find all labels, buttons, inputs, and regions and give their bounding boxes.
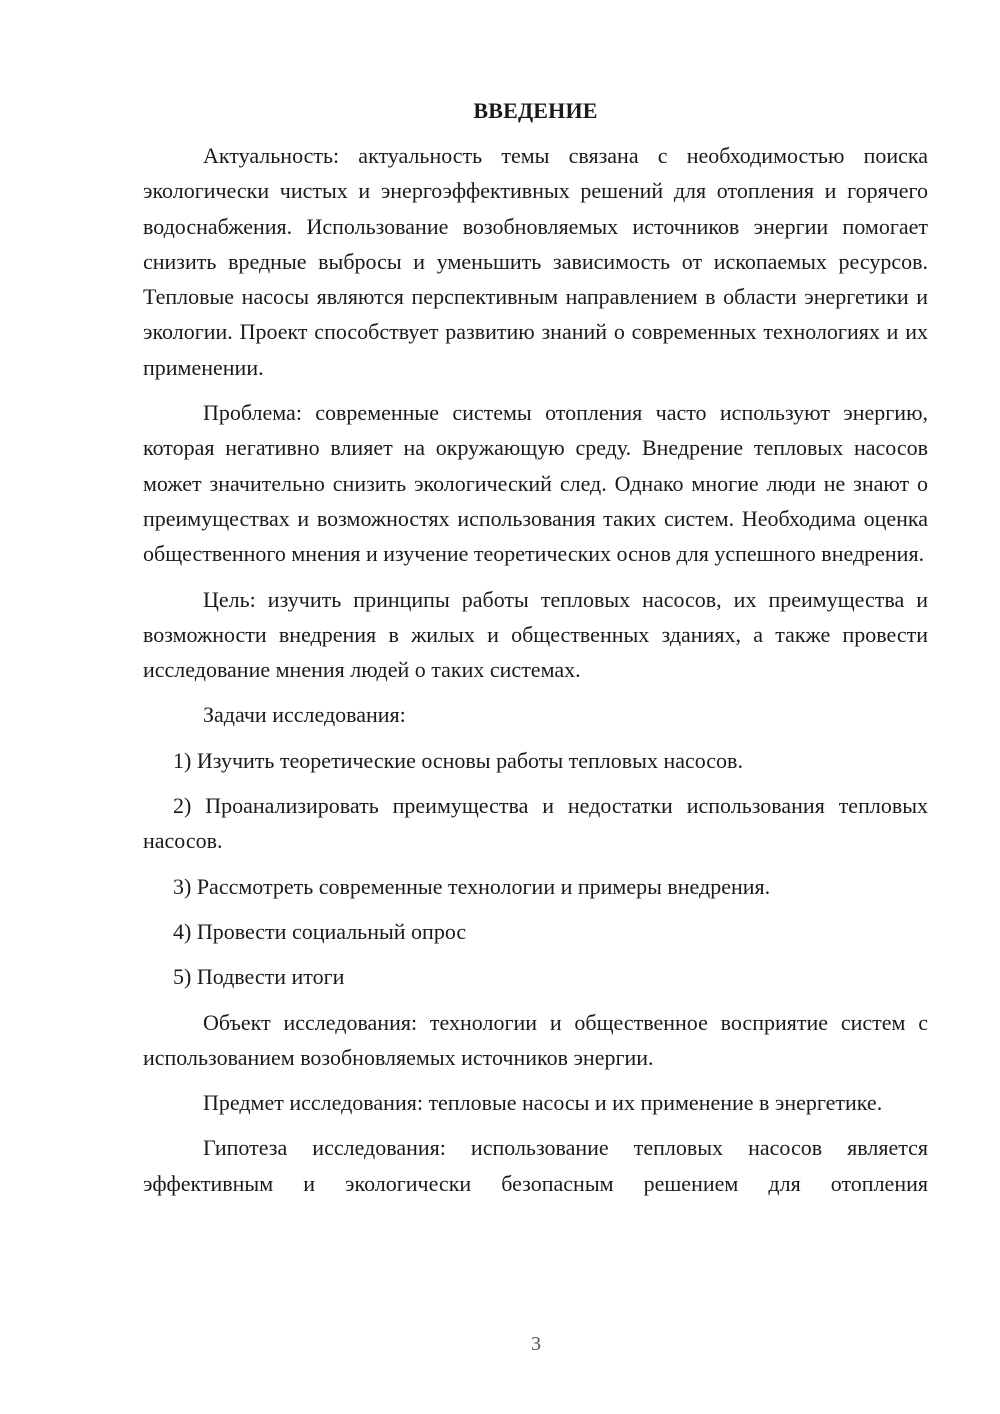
task-item-1: 1) Изучить теоретические основы работы тепловых насосов. <box>173 747 743 773</box>
task-item-2: 2) Проанализировать преимущества и недостатки использования тепловых насосов. <box>143 793 928 854</box>
paragraph-object: Объект исследования: технологии и общественное восприятие систем с использованием возобновляемых источников энергии. <box>143 1009 928 1070</box>
paragraph-relevance: Актуальность: актуальность темы связана с необходимостью поиска экологически чистых и энергоэффективных решений для отопления и горячего водоснабжения. Использование возобновляемых источников энергии помогает снизить вредные выбросы и уменьшить зависимость от ископаемых ресурсов. Тепловые насосы являются перспективным направлением в области энергетики и экологии. Проект способствует развитию знаний о современных технологиях и их применении. <box>143 143 928 380</box>
paragraph-goal: Цель: изучить принципы работы тепловых насосов, их преимущества и возможности внедрения в жилых и общественных зданиях, а также провести исследование мнения людей о таких системах. <box>143 586 928 683</box>
paragraph-problem: Проблема: современные системы отопления часто используют энергию, которая негативно влияет на окружающую среду. Внедрение тепловых насосов может значительно снизить экологический след. Однако многие люди не знают о преимуществах и возможностях использования таких систем. Необходима оценка общественного мнения и изучение теоретических основ для успешного внедрения. <box>143 400 928 567</box>
task-item-3: 3) Рассмотреть современные технологии и примеры внедрения. <box>173 873 771 899</box>
page-number: 3 <box>531 1333 541 1355</box>
paragraph-subject: Предмет исследования: тепловые насосы и их применение в энергетике. <box>203 1090 883 1116</box>
paragraph-tasks-intro: Задачи исследования: <box>203 702 406 728</box>
task-item-4: 4) Провести социальный опрос <box>173 918 467 944</box>
task-item-5: 5) Подвести итоги <box>173 964 345 990</box>
paragraph-hypothesis: Гипотеза исследования: использование тепловых насосов является эффективным и экологически безопасным решением для отопления <box>143 1135 928 1196</box>
document-page <box>143 96 928 1211</box>
section-heading: ВВЕДЕНИЕ <box>473 98 598 123</box>
